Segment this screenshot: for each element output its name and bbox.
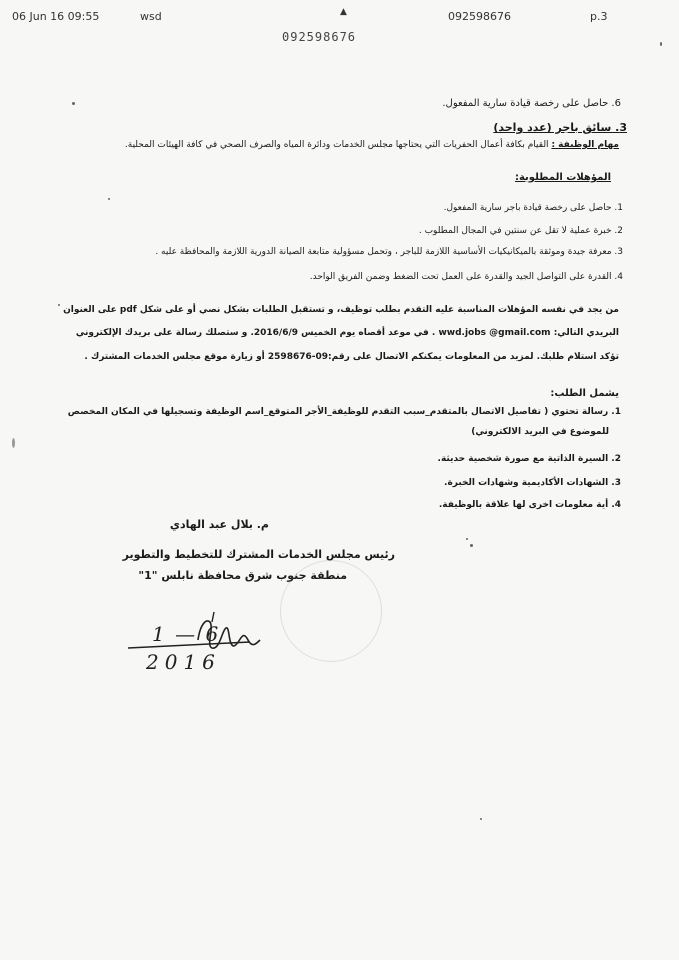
qualification-item: 4. القدرة على التواصل الجيد والقدرة على العمل تحت الضغط وضمن الفريق الواحد.: [309, 272, 623, 282]
fax-sub-number: 092598676: [282, 30, 357, 44]
fax-phone: 092598676: [448, 10, 511, 23]
scan-speck: [480, 818, 482, 820]
include-item: 3. الشهادات الأكاديمية وشهادات الخبرة.: [444, 478, 621, 488]
scan-speck: [12, 438, 15, 448]
scan-speck: [466, 538, 468, 540]
signatory-title-2: منطقة جنوب شرق محافظة نابلس "1": [138, 569, 347, 582]
section-3-title: 3. سائق باجر (عدد واحد): [493, 121, 627, 134]
include-item: 4. أية معلومات اخرى لها علاقة بالوظيفة.: [438, 500, 621, 510]
up-arrow-icon: ▲: [340, 7, 347, 17]
include-item-continued: للموضوع في البريد الالكتروني): [471, 427, 609, 437]
item-6: 6. حاصل على رخصة قيادة سارية المفعول.: [442, 98, 621, 109]
job-task-label: مهام الوظيفة :: [551, 140, 619, 150]
fax-sender: wsd: [140, 10, 162, 23]
scan-speck: [58, 304, 60, 306]
fax-page-number: p.3: [590, 10, 608, 23]
apply-line-3: تؤكد استلام طلبك. لمزيد من المعلومات يمكنكم الاتصال على رقم:09-2598676 أو زيارة موقع مجلس الخدمات المشترك .: [84, 352, 619, 362]
handwritten-date-day: 1 — 6: [152, 622, 221, 646]
job-task-text: القيام بكافة أعمال الحفريات التي يحتاجها مجلس الخدمات ودائرة المياه والصرف الصحي في كافة الهيئات المحلية.: [124, 140, 549, 150]
include-item: 2. السيرة الذاتية مع صورة شخصية حديثة.: [437, 454, 621, 464]
scan-speck: [108, 198, 110, 200]
apply-line-2: البريدي التالي: wwd.jobs @gmail.com . في موعد أقصاه يوم الخميس 2016/6/9. و ستصلك رسالة على بريدك الإلكتروني: [75, 328, 619, 338]
scan-speck: [470, 544, 473, 547]
apply-line-1: من يجد في نفسه المؤهلات المناسبة عليه التقدم بطلب توظيف، و تستقبل الطلبات بشكل نصي أو على شكل pdf على العنوان: [63, 305, 619, 315]
fax-date: 06 Jun 16 09:55: [12, 10, 100, 23]
scan-speck: [660, 42, 662, 46]
includes-title: يشمل الطلب:: [550, 388, 619, 399]
signatory-title-1: رئيس مجلس الخدمات المشترك للتخطيط والتطوير: [122, 548, 395, 561]
qualification-item: 2. خبرة عملية لا تقل عن سنتين في المجال المطلوب .: [418, 226, 623, 236]
qualifications-title: المؤهلات المطلوبة:: [514, 172, 611, 183]
include-item: 1. رسالة تحتوي ( تفاصيل الاتصال بالمتقدم_سبب التقدم للوظيفة_الأجر المتوقع_اسم الوظيفة وتسجيلها في المكان المخصص: [67, 407, 621, 417]
scan-speck: [72, 102, 75, 105]
handwritten-date-year: 2016: [146, 650, 221, 674]
signatory-name: م. بلال عبد الهادي: [169, 518, 269, 531]
qualification-item: 3. معرفة جيدة وموثقة بالميكانيكيات الأساسية اللازمة للباجر ، وتحمل مسؤولية متابعة الصيانة الدورية اللازمة والمحافظة عليه .: [155, 247, 623, 257]
qualification-item: 1. حاصل على رخصة قيادة باجر سارية المفعول.: [443, 203, 623, 213]
